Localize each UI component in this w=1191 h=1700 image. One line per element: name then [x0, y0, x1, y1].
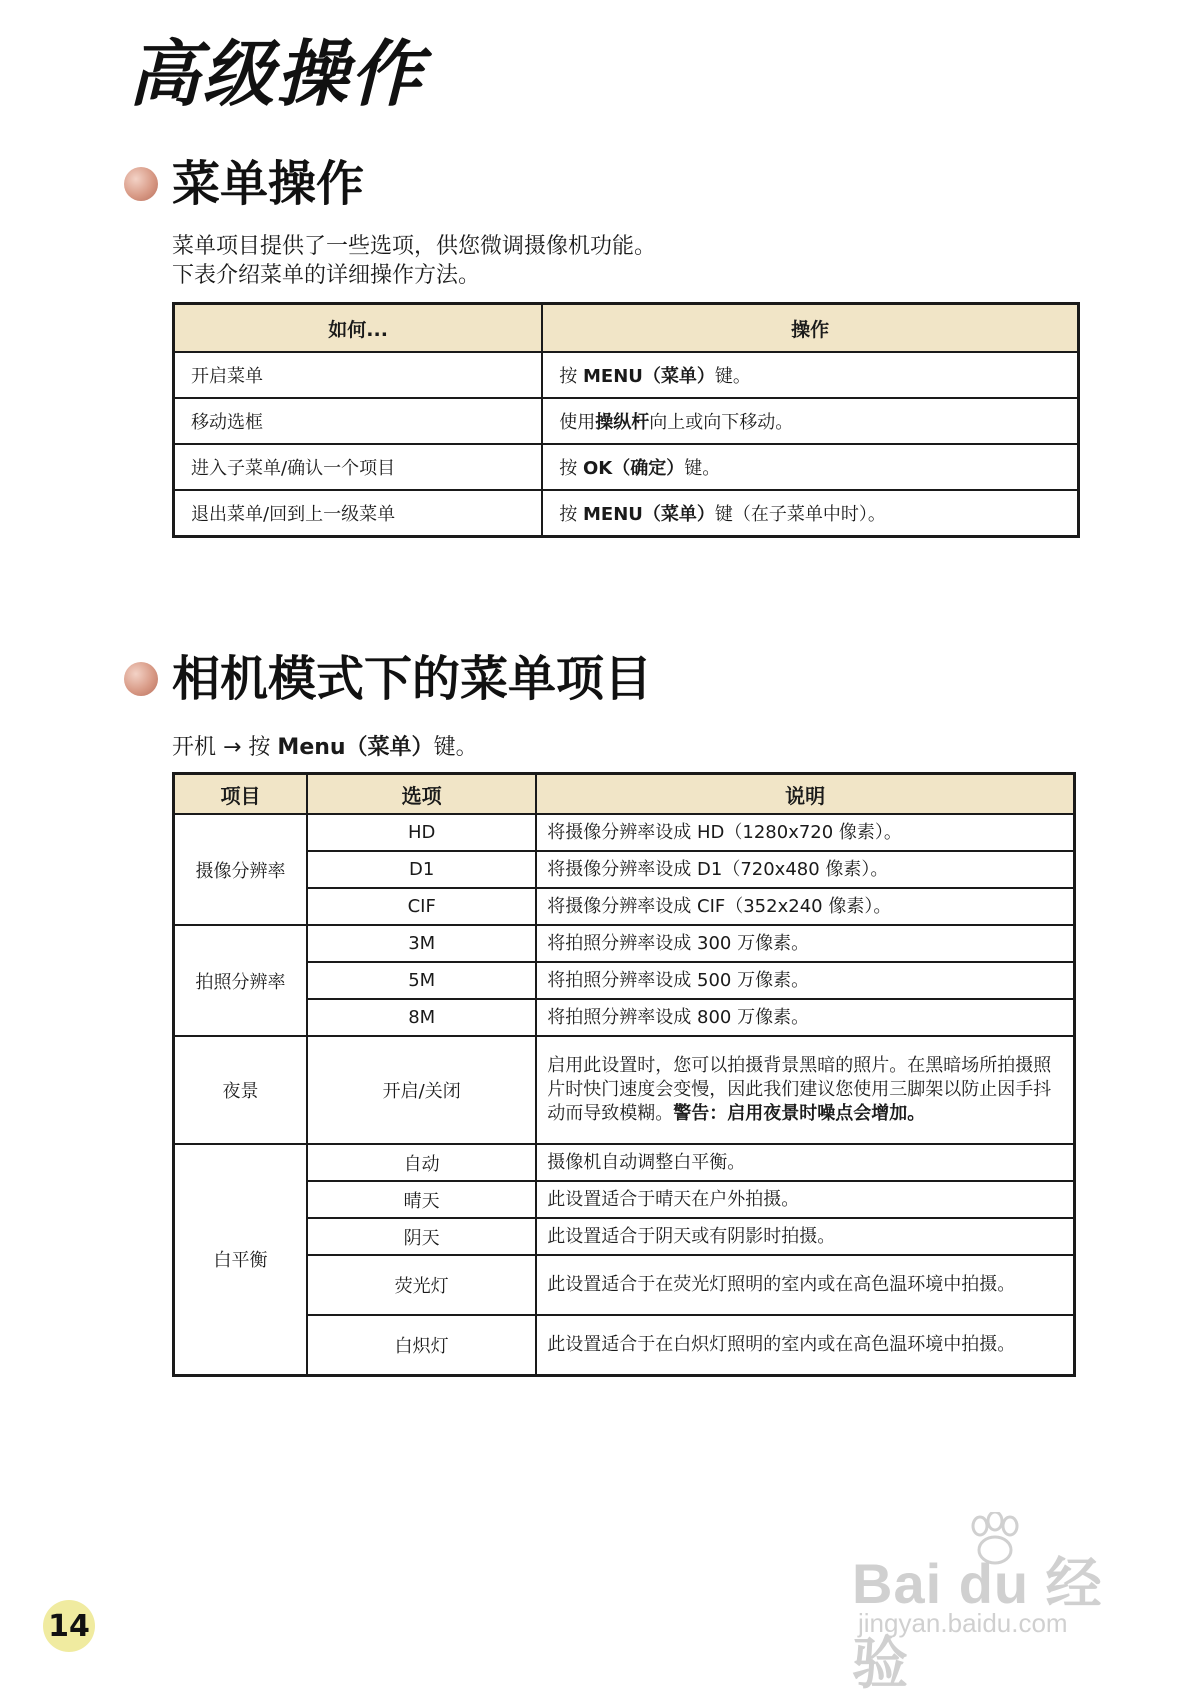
- page-number: 14: [43, 1600, 95, 1652]
- item-cell: 夜景: [174, 1036, 308, 1144]
- operation-cell: 按 MENU（菜单）键。: [542, 352, 1078, 398]
- intro-line-1: 菜单项目提供了一些选项，供您微调摄像机功能。: [172, 234, 657, 259]
- option-cell: 5M: [307, 962, 536, 999]
- section1-intro: [172, 232, 656, 290]
- header-option: 选项: [307, 774, 536, 815]
- item-cell: 摄像分辨率: [174, 814, 308, 925]
- table-row: [174, 352, 1079, 398]
- table-row: [174, 1315, 1075, 1375]
- table-row: [174, 999, 1075, 1036]
- watermark-main: Bai du 经验: [852, 1552, 1103, 1695]
- option-cell: 自动: [307, 1144, 536, 1181]
- operation-cell: 按 MENU（菜单）键（在子菜单中时）。: [542, 490, 1078, 537]
- description-cell: 将拍照分辨率设成 500 万像素。: [536, 962, 1074, 999]
- table-header-row: [174, 304, 1079, 353]
- description-cell: 将拍照分辨率设成 300 万像素。: [536, 925, 1074, 962]
- table-row: [174, 1181, 1075, 1218]
- table-row: [174, 925, 1075, 962]
- description-cell: 将拍照分辨率设成 800 万像素。: [536, 999, 1074, 1036]
- table-row: [174, 1255, 1075, 1315]
- baidu-watermark: [852, 1512, 1132, 1695]
- option-cell: 晴天: [307, 1181, 536, 1218]
- operation-cell: 按 OK（确定）键。: [542, 444, 1078, 490]
- bullet-icon: [124, 167, 158, 201]
- table-header-row: [174, 774, 1075, 815]
- table-row: [174, 851, 1075, 888]
- description-cell: 将摄像分辨率设成 HD（1280x720 像素）。: [536, 814, 1074, 851]
- section-heading-camera-menu-items: [124, 651, 653, 707]
- section-heading-menu-operation: [124, 156, 365, 212]
- header-item: 项目: [174, 774, 308, 815]
- section-heading-text: 相机模式下的菜单项目: [172, 651, 653, 707]
- option-cell: HD: [307, 814, 536, 851]
- description-cell: 此设置适合于在白炽灯照明的室内或在高色温环境中拍摄。: [536, 1315, 1074, 1375]
- table-row: [174, 1036, 1075, 1144]
- how-cell: 进入子菜单/确认一个项目: [174, 444, 543, 490]
- description-cell: 摄像机自动调整白平衡。: [536, 1144, 1074, 1181]
- menu-operation-table: [172, 302, 1080, 538]
- header-description: 说明: [536, 774, 1074, 815]
- option-cell: 阴天: [307, 1218, 536, 1255]
- description-cell: 此设置适合于在荧光灯照明的室内或在高色温环境中拍摄。: [536, 1255, 1074, 1315]
- description-cell: 此设置适合于晴天在户外拍摄。: [536, 1181, 1074, 1218]
- watermark-sub: jingyan.baidu.com: [858, 1608, 1068, 1638]
- table-row: [174, 888, 1075, 925]
- table-row: [174, 444, 1079, 490]
- table-row: [174, 1218, 1075, 1255]
- description-cell: 将摄像分辨率设成 D1（720x480 像素）。: [536, 851, 1074, 888]
- description-cell: 启用此设置时，您可以拍摄背景黑暗的照片。在黑暗场所拍摄照片时快门速度会变慢，因此我们建议您使用三脚架以防止因手抖动而导致模糊。警告：启用夜景时噪点会增加。: [536, 1036, 1074, 1144]
- table-row: [174, 814, 1075, 851]
- option-cell: 8M: [307, 999, 536, 1036]
- bullet-icon: [124, 662, 158, 696]
- table-row: [174, 1144, 1075, 1181]
- warning-text: 警告：启用夜景时噪点会增加。: [673, 1103, 926, 1124]
- option-cell: 开启/关闭: [307, 1036, 536, 1144]
- camera-menu-table: [172, 772, 1076, 1377]
- table-row: [174, 962, 1075, 999]
- section2-intro: 开机 → 按 Menu（菜单）键。: [172, 735, 478, 760]
- header-how: 如何...: [174, 304, 543, 353]
- item-cell: 拍照分辨率: [174, 925, 308, 1036]
- section-heading-text: 菜单操作: [172, 156, 365, 212]
- header-operation: 操作: [542, 304, 1078, 353]
- option-cell: 白炽灯: [307, 1315, 536, 1375]
- how-cell: 开启菜单: [174, 352, 543, 398]
- intro-line-2: 下表介绍菜单的详细操作方法。: [172, 263, 481, 288]
- how-cell: 移动选框: [174, 398, 543, 444]
- operation-cell: 使用操纵杆向上或向下移动。: [542, 398, 1078, 444]
- option-cell: D1: [307, 851, 536, 888]
- how-cell: 退出菜单/回到上一级菜单: [174, 490, 543, 537]
- option-cell: 3M: [307, 925, 536, 962]
- table-row: [174, 398, 1079, 444]
- page-title: 高级操作: [128, 32, 425, 116]
- description-cell: 此设置适合于阴天或有阴影时拍摄。: [536, 1218, 1074, 1255]
- description-cell: 将摄像分辨率设成 CIF（352x240 像素）。: [536, 888, 1074, 925]
- option-cell: CIF: [307, 888, 536, 925]
- table-row: [174, 490, 1079, 537]
- item-cell: 白平衡: [174, 1144, 308, 1375]
- option-cell: 荧光灯: [307, 1255, 536, 1315]
